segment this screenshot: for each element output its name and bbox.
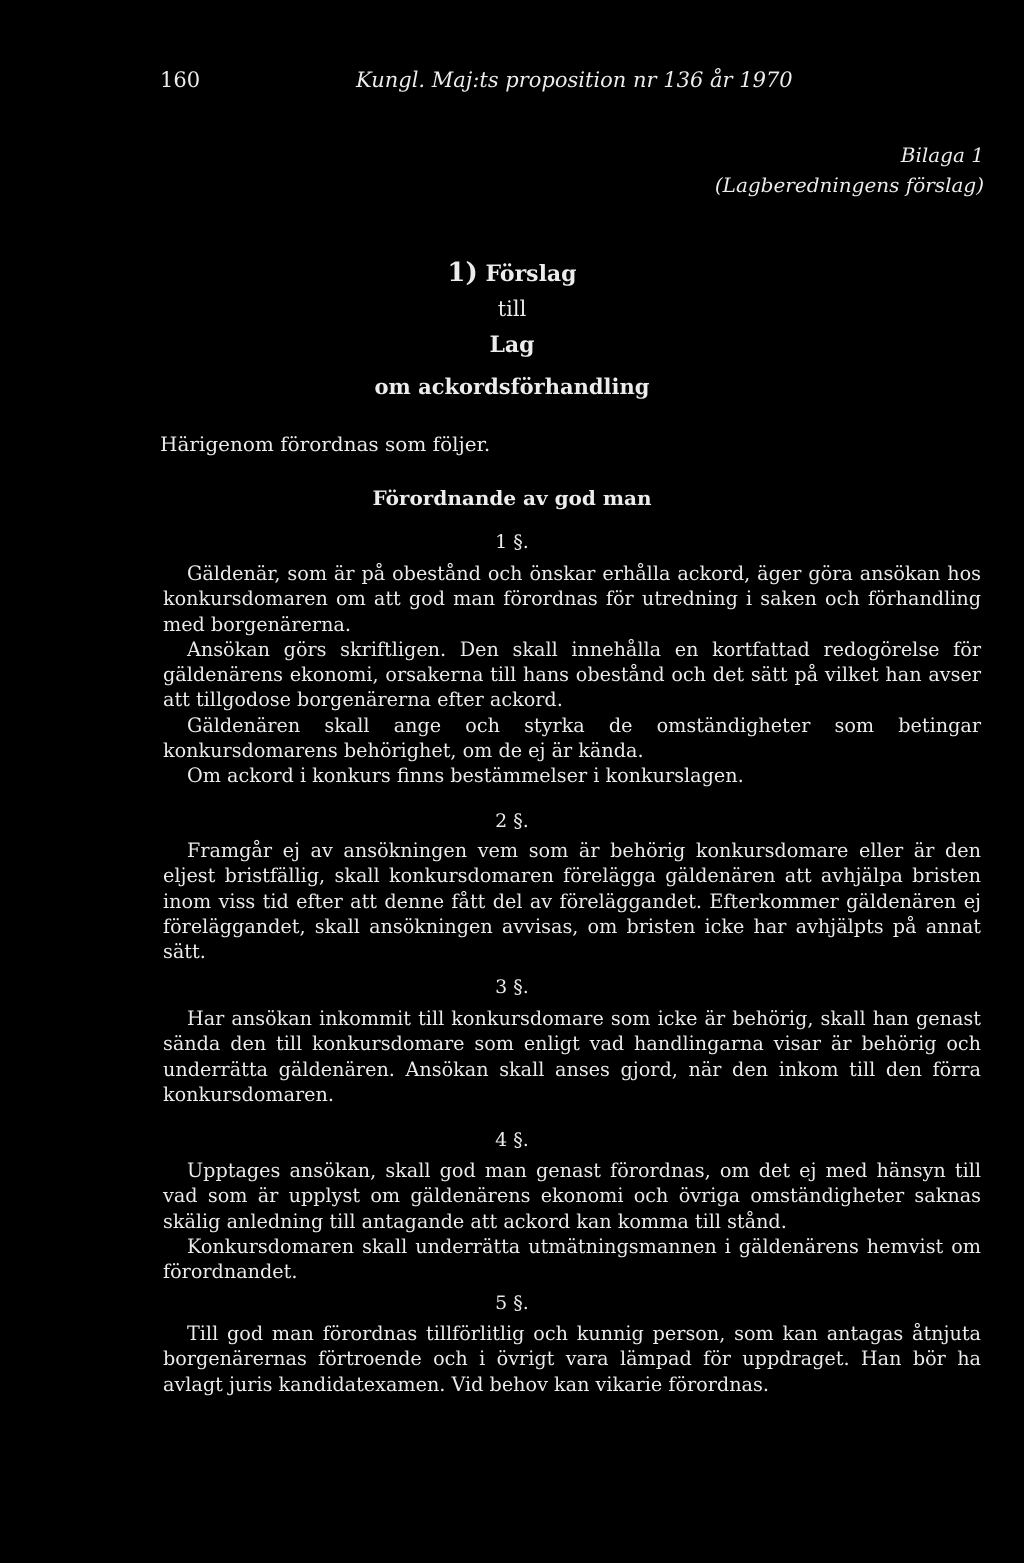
section-body-4 (163, 1158, 981, 1284)
section-body-1 (163, 561, 981, 789)
title-number: 1) (447, 258, 478, 288)
paragraph: Har ansökan inkommit till konkursdomare som icke är behörig, skall han genast sända den till konkursdomare som enligt vad handlingarna visar är behörig och underrätta gäldenären. Ansökan skall anses gjord, när den inkom till den förra konkursdomaren. (163, 1007, 981, 1106)
title-line-4: om ackordsförhandling (374, 374, 650, 399)
section-number-5: 5 §. (495, 1292, 529, 1314)
appendix-label (715, 140, 984, 200)
paragraph: Gäldenär, som är på obestånd och önskar erhålla ackord, äger göra ansökan hos konkursdomaren om att god man förordnas för utredning i saken och förhandling med borgenärerna. (163, 562, 981, 636)
paragraph: Framgår ej av ansökningen vem som är behörig konkursdomare eller är den eljest bristfällig, skall konkursdomaren förelägga gäldenären att avhjälpa bristen inom viss tid efter att denne fått del av föreläggandet. Efterkommer gäldenären ej föreläggandet, skall ansökningen avvisas, om bristen icke har avhjälpts på annat sätt. (163, 839, 981, 964)
paragraph: Upptages ansökan, skall god man genast förordnas, om det ej med hänsyn till vad som är upplyst om gäldenärens ekonomi och övriga omständigheter saknas skälig anledning till antagande att ackord kan komma till stånd. (163, 1159, 981, 1233)
title-proposal: Förslag (485, 261, 577, 287)
paragraph: Konkursdomaren skall underrätta utmätningsmannen i gäldenärens hemvist om förordnandet. (163, 1234, 981, 1284)
title-line-2: till (497, 297, 527, 321)
enactment-clause: Härigenom förordnas som följer. (160, 432, 491, 456)
paragraph: Till god man förordnas tillförlitlig och kunnig person, som kan antagas åtnjuta borgenärernas förtroende och i övrigt vara lämpad för uppdraget. Han bör ha avlagt juris kandidatexamen. Vid behov kan vikarie förordnas. (163, 1322, 981, 1396)
title-line-3: Lag (489, 332, 535, 358)
page-number: 160 (160, 68, 201, 92)
paragraph: Ansökan görs skriftligen. Den skall innehålla en kortfattad redogörelse för gäldenärens ekonomi, orsakerna till hans obestånd och det sätt på vilket han avser att tillgodose borgenärerna efter ackord. (163, 637, 981, 712)
paragraph: Gäldenären skall ange och styrka de omständigheter som betingar konkursdomarens behörighet, om de ej är kända. (163, 713, 981, 763)
section-body-2 (163, 838, 981, 964)
title-line-1 (0, 258, 1024, 288)
appendix-line-1: Bilaga 1 (900, 143, 984, 167)
paragraph: Om ackord i konkurs finns bestämmelser i konkurslagen. (187, 764, 744, 788)
chapter-heading: Förordnande av god man (372, 486, 652, 510)
section-number-1: 1 §. (495, 531, 529, 553)
section-body-3 (163, 1006, 981, 1107)
section-number-4: 4 §. (495, 1129, 529, 1151)
section-body-5 (163, 1321, 981, 1397)
publication-title: Kungl. Maj:ts proposition nr 136 år 1970 (356, 68, 793, 92)
section-number-2: 2 §. (495, 810, 529, 832)
appendix-line-2: (Lagberedningens förslag) (714, 173, 984, 197)
section-number-3: 3 §. (495, 976, 529, 998)
